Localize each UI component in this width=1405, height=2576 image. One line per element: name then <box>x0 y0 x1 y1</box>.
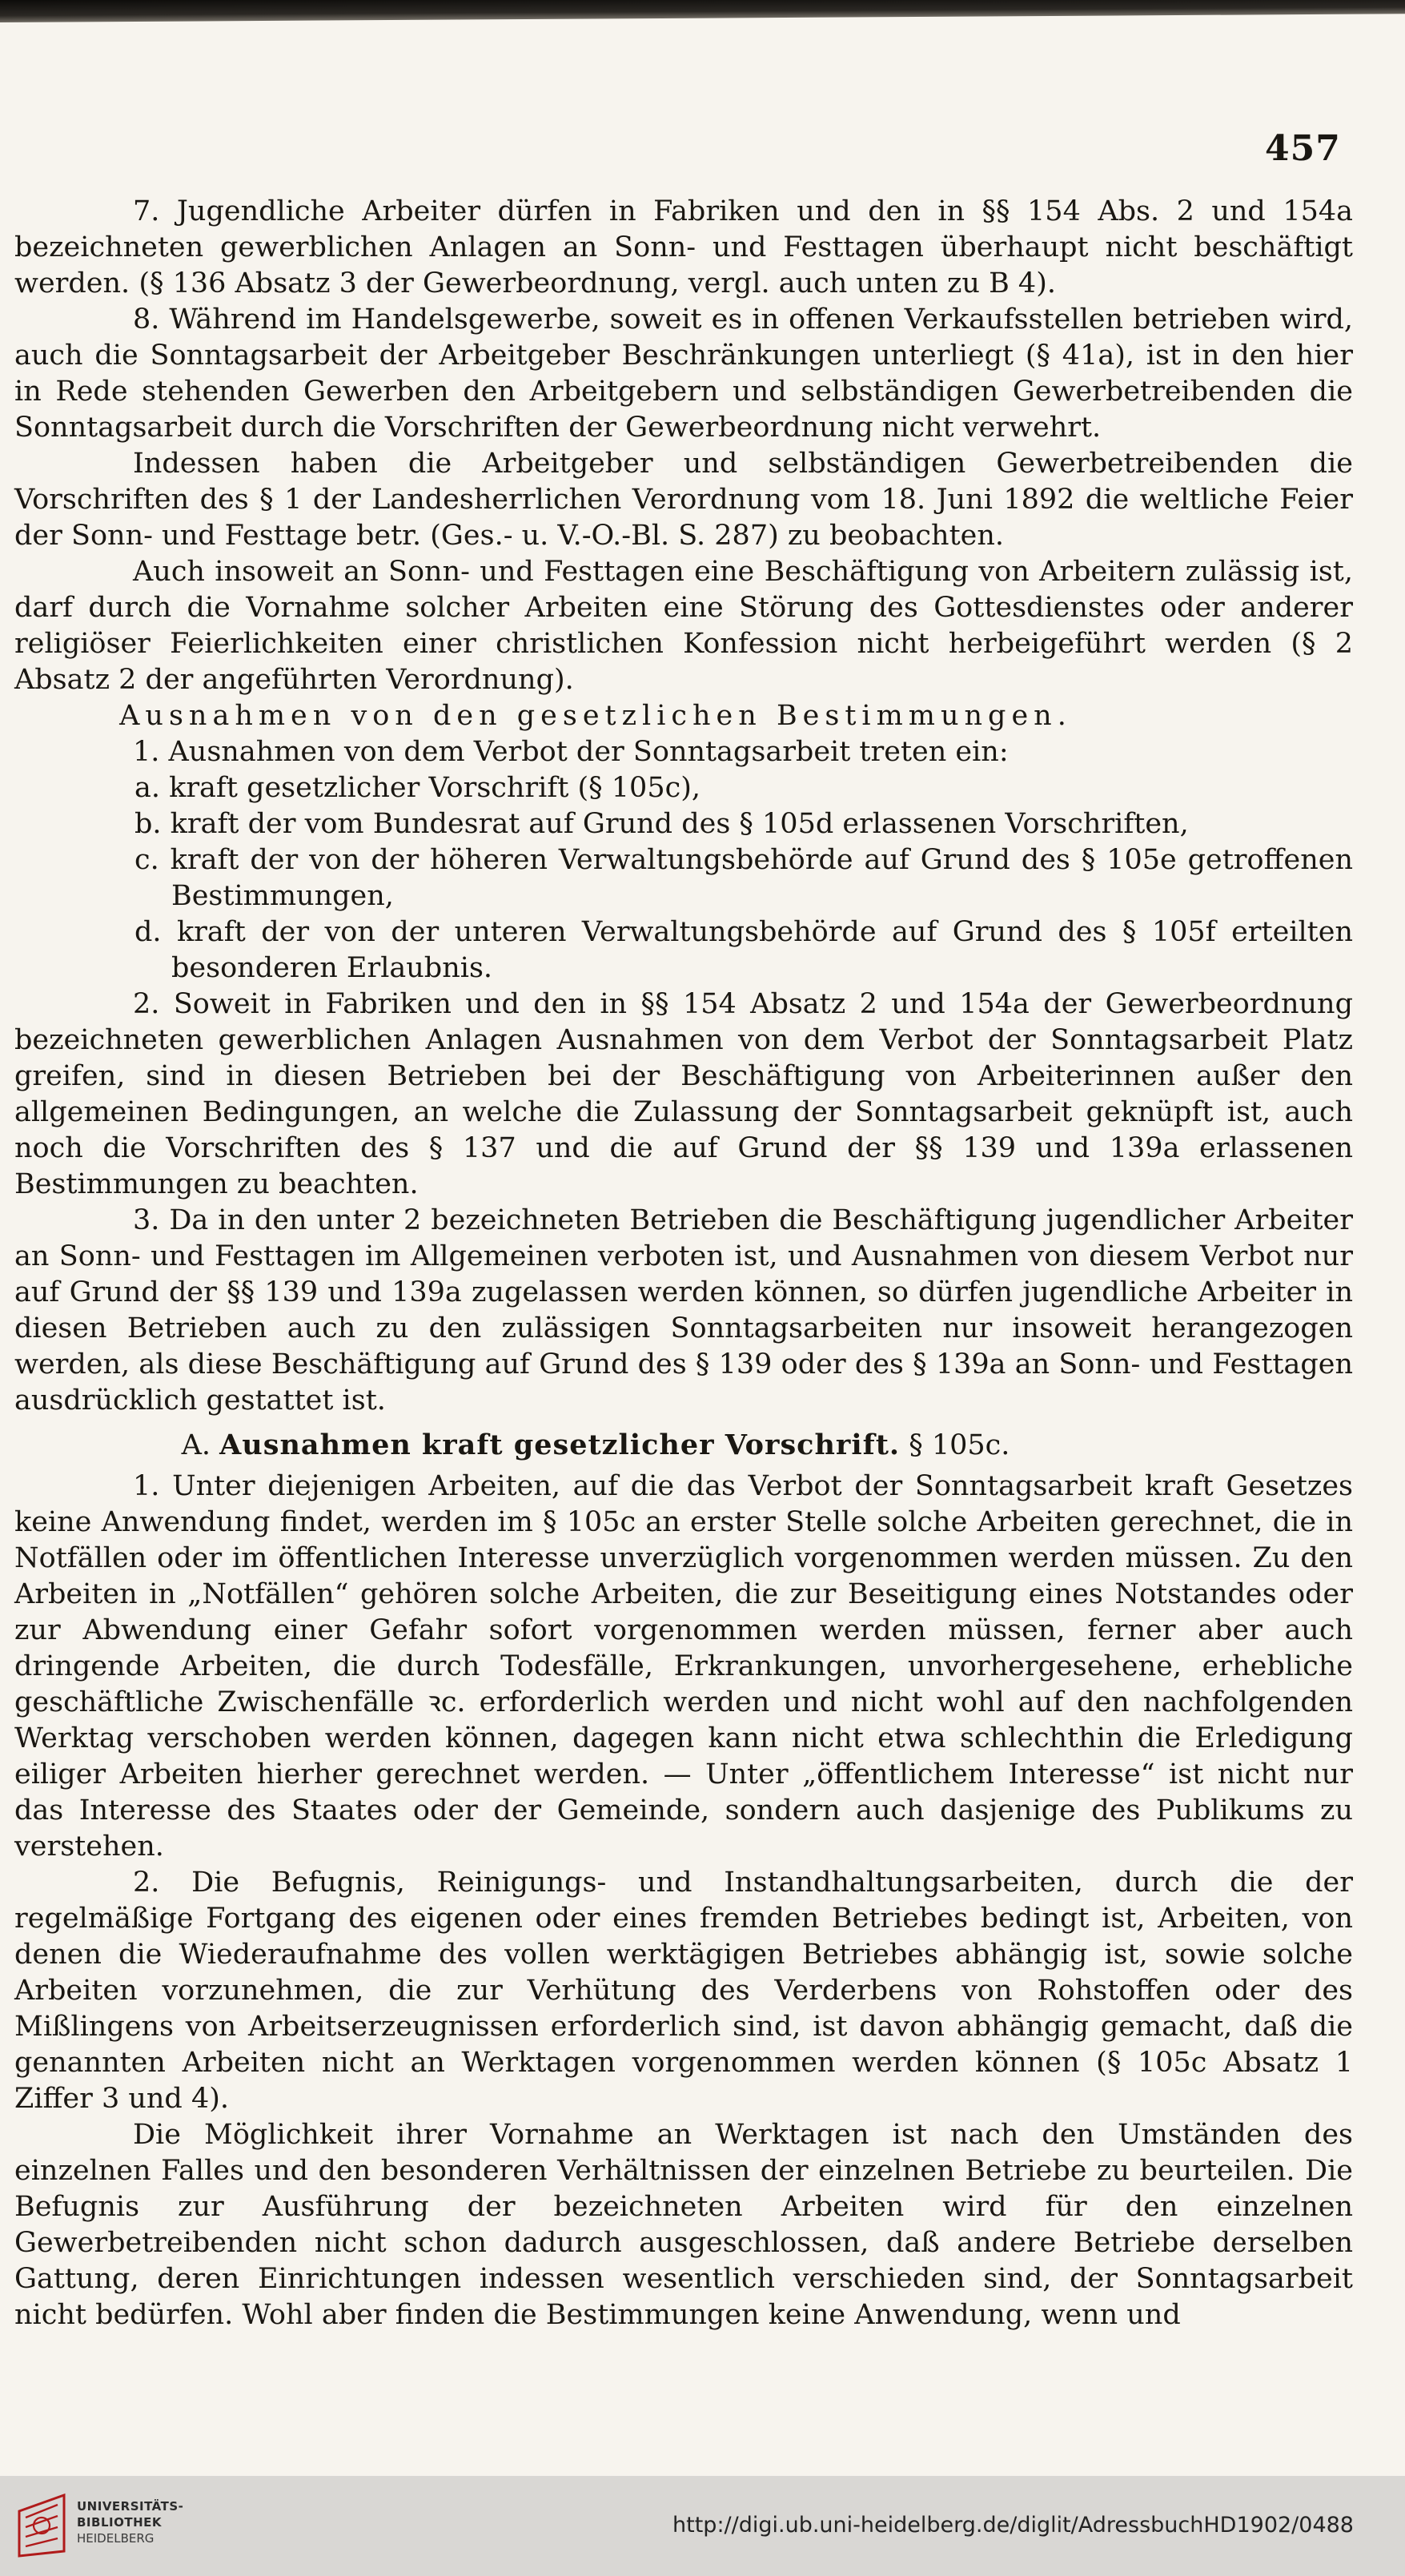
exceptions-heading: Ausnahmen von den gesetzlichen Bestimmungen. <box>119 700 1072 732</box>
section-a-title: Ausnahmen kraft gesetzlicher Vorschrift. <box>219 1429 901 1461</box>
library-name-line-1: UNIVERSITÄTS- <box>77 2499 184 2514</box>
exceptions-paragraph-3: 3. Da in den unter 2 bezeichneten Betrieben die Beschäftigung jugendlicher Arbeiter an Sonn- und Festtagen im Allgemeinen verboten ist, und Ausnahmen von diesem Verbot nur auf Grund der §§ 139 und 139a zugelassen werden können, so dürfen jugendliche Arbeiter in diesen Betrieben auch zu den zulässigen Sonntagsarbeiten nur insoweit herangezogen werden, als diese Beschäftigung auf Grund des § 139 oder des § 139a an Sonn- und Festtagen ausdrücklich gestattet ist. <box>14 1204 1353 1417</box>
section-a-paragraph-1: 1. Unter diejenigen Arbeiten, auf die das Verbot der Sonntagsarbeit kraft Gesetzes keine Anwendung findet, werden im § 105c an erster Stelle solche Arbeiten gerechnet, die in Notfällen oder im öffentlichen Interesse unverzüglich vorgenommen werden müssen. Zu den Arbeiten in „Notfällen“ gehören solche Arbeiten, die zur Beseitigung eines Notstandes oder zur Abwendung einer Gefahr sofort vorgenommen werden müssen, ferner aber auch dringende Arbeiten, die durch Todesfälle, Erkrankungen, unvorhergesehene, erhebliche geschäftliche Zwischenfälle ꝛc. erforderlich werden und nicht wohl auf den nachfolgenden Werktag verschoben werden können, dagegen kann nicht etwa schlechthin die Erledigung eiliger Arbeiten hierher gerechnet werden. — Unter „öffentlichem Interesse“ ist nicht nur das Interesse des Staates oder der Gemeinde, sondern auch dasjenige des Publikums zu verstehen. <box>14 1470 1353 1863</box>
exceptions-subitem-c: c. kraft der von der höheren Verwaltungsbehörde auf Grund des § 105e getroffenen Bestimmungen, <box>134 844 1353 912</box>
page-body <box>14 194 1353 2333</box>
page-number: 457 <box>1265 128 1341 169</box>
library-name-line-2: BIBLIOTHEK <box>77 2515 162 2530</box>
section-a-heading <box>14 1427 1353 1464</box>
university-seal-icon <box>14 2487 69 2561</box>
exceptions-subitem-d: d. kraft der von der unteren Verwaltungsbehörde auf Grund des § 105f erteilten besonderen Erlaubnis. <box>134 916 1353 984</box>
library-name-line-3: HEIDELBERG <box>77 2531 155 2546</box>
section-a-paragraph-3: Die Möglichkeit ihrer Vornahme an Werktagen ist nach den Umständen des einzelnen Falles und den besonderen Verhältnissen der einzelnen Betriebe zu beurteilen. Die Befugnis zur Ausführung der bezeichneten Arbeiten wird für den einzelnen Gewerbetreibenden nicht schon dadurch ausgeschlossen, daß andere Betriebe derselben Gattung, deren Einrichtungen indessen wesentlich verschieden sind, der Sonntagsarbeit nicht bedürfen. Wohl aber finden die Bestimmungen keine Anwendung, wenn und <box>14 2119 1353 2331</box>
paragraph-7: 7. Jugendliche Arbeiter dürfen in Fabriken und den in §§ 154 Abs. 2 und 154a bezeichneten gewerblichen Anlagen an Sonn- und Festtagen überhaupt nicht beschäftigt werden. (§ 136 Absatz 3 der Gewerbeordnung, vergl. auch unten zu B 4). <box>14 195 1353 299</box>
source-url-link[interactable]: http://digi.ub.uni-heidelberg.de/diglit/AdressbuchHD1902/0488 <box>672 2513 1354 2538</box>
exceptions-subitem-b: b. kraft der vom Bundesrat auf Grund des § 105d erlassenen Vorschriften, <box>134 808 1189 840</box>
top-border-rule <box>0 0 1405 22</box>
paragraph-8: 8. Während im Handelsgewerbe, soweit es in offenen Verkaufsstellen betrieben wird, auch die Sonntagsarbeit der Arbeitgeber Beschränkungen unterliegt (§ 41a), ist in den hier in Rede stehenden Gewerben den Arbeitgebern und selbständigen Gewerbetreibenden die Sonntagsarbeit durch die Vorschriften der Gewerbeordnung nicht verwehrt. <box>14 303 1353 444</box>
paragraph-auch: Auch insoweit an Sonn- und Festtagen eine Beschäftigung von Arbeitern zulässig ist, darf durch die Vornahme solcher Arbeiten eine Störung des Gottesdienstes oder anderer religiöser Feierlichkeiten einer christlichen Konfession nicht herbeigeführt werden (§ 2 Absatz 2 der angeführten Verordnung). <box>14 556 1353 696</box>
section-a-letter: A. <box>181 1429 211 1461</box>
section-a-paragraph-2: 2. Die Befugnis, Reinigungs- und Instandhaltungsarbeiten, durch die der regelmäßige Fortgang des eigenen oder eines fremden Betriebes bedingt ist, Arbeiten, von denen die Wiederaufnahme des vollen werktägigen Betriebes abhängig ist, sowie solche Arbeiten vorzunehmen, die zur Verhütung des Verderbens von Rohstoffen oder des Mißlingens von Arbeitserzeugnissen erforderlich sind, ist davon abhängig gemacht, daß die genannten Arbeiten nicht an Werktagen vorgenommen werden können (§ 105c Absatz 1 Ziffer 3 und 4). <box>14 1867 1353 2115</box>
paragraph-indessen: Indessen haben die Arbeitgeber und selbständigen Gewerbetreibenden die Vorschriften des § 1 der Landesherrlichen Verordnung vom 18. Juni 1892 die weltliche Feier der Sonn- und Festtage betr. (Ges.- u. V.-O.-Bl. S. 287) zu beobachten. <box>14 448 1353 552</box>
exceptions-subitem-a: a. kraft gesetzlicher Vorschrift (§ 105c), <box>134 772 700 804</box>
library-name <box>77 2498 183 2546</box>
section-a-ref: § 105c. <box>909 1429 1010 1461</box>
exceptions-item-1: 1. Ausnahmen von dem Verbot der Sonntagsarbeit treten ein: <box>133 736 1009 768</box>
exceptions-paragraph-2: 2. Soweit in Fabriken und den in §§ 154 Absatz 2 und 154a der Gewerbeordnung bezeichneten gewerblichen Anlagen Ausnahmen von dem Verbot der Sonntagsarbeit Platz greifen, sind in diesen Betrieben bei der Beschäftigung von Arbeiterinnen außer den allgemeinen Bedingungen, an welche die Zulassung der Sonntagsarbeit geknüpft ist, auch noch die Vorschriften des § 137 und die auf Grund der §§ 139 und 139a erlassenen Bestimmungen zu beachten. <box>14 988 1353 1200</box>
